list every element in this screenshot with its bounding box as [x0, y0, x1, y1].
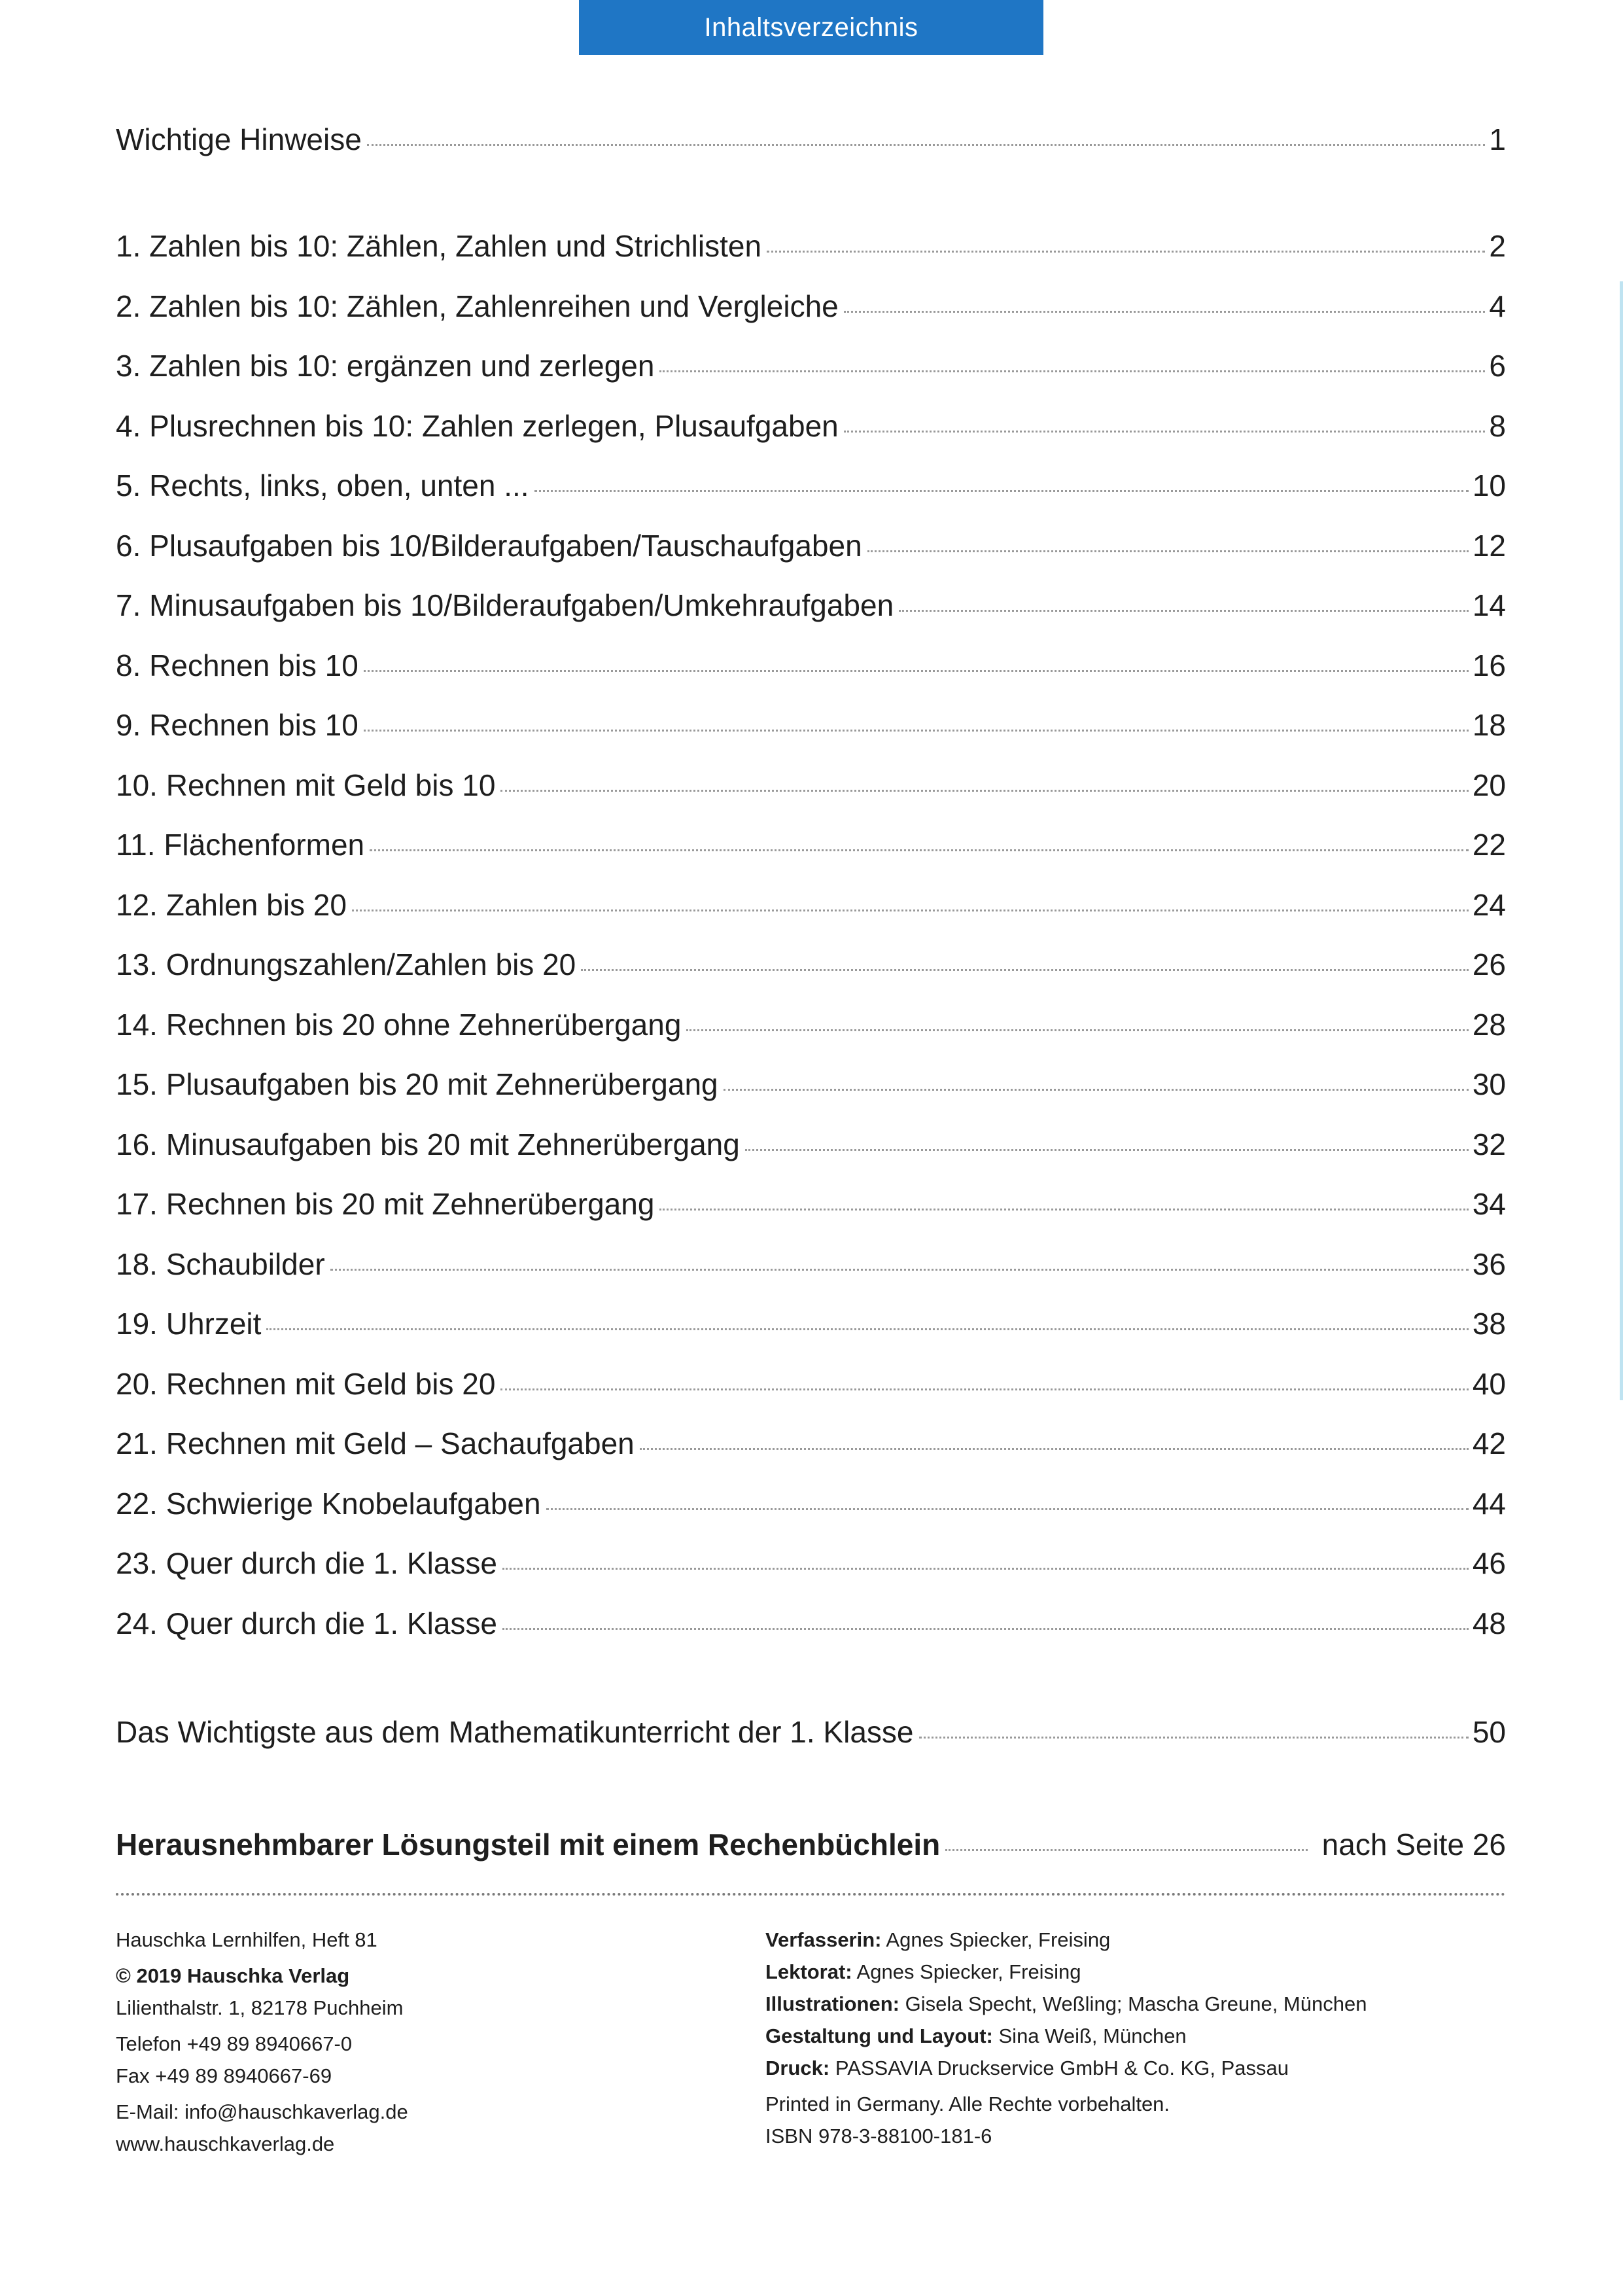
header-tab — [579, 0, 1043, 55]
dot-leader — [686, 1029, 1468, 1031]
toc-entry-title: 15. Plusaufgaben bis 20 mit Zehnerübergang — [116, 1067, 718, 1101]
dot-leader — [502, 1568, 1469, 1570]
toc-entry[interactable] — [116, 346, 1506, 385]
toc-entry-page: 36 — [1472, 1247, 1506, 1281]
toc-entry-title: 7. Minusaufgaben bis 10/Bilderaufgaben/Umkehraufgaben — [116, 588, 894, 622]
toc-entry-page: 1 — [1489, 122, 1506, 156]
author-label: Verfasserin: — [765, 1928, 882, 1951]
toc-entry[interactable] — [116, 586, 1506, 625]
website-link[interactable]: www.hauschkaverlag.de — [116, 2132, 335, 2155]
toc-entry-page: 6 — [1489, 349, 1506, 383]
toc-entry-title: 5. Rechts, links, oben, unten ... — [116, 468, 529, 503]
print-label: Druck: — [765, 2057, 830, 2079]
toc-entry-page: 4 — [1489, 289, 1506, 323]
dot-leader — [502, 1628, 1469, 1630]
toc-entry[interactable] — [116, 466, 1506, 505]
dot-leader — [546, 1508, 1469, 1510]
toc-entry-page: 50 — [1472, 1715, 1506, 1749]
toc-entry-title: Das Wichtigste aus dem Mathematikunterricht der 1. Klasse — [116, 1715, 914, 1749]
toc-entry-page: 14 — [1472, 588, 1506, 622]
toc-entry[interactable] — [116, 1245, 1506, 1284]
dot-leader — [724, 1089, 1469, 1091]
editor-value: Agnes Spiecker, Freising — [856, 1960, 1081, 1983]
rights-line: Printed in Germany. Alle Rechte vorbehalten. — [765, 2093, 1170, 2115]
isbn-line: ISBN 978-3-88100-181-6 — [765, 2125, 992, 2147]
dot-leader — [266, 1328, 1468, 1330]
toc-entry[interactable] — [116, 1005, 1506, 1044]
publisher-imprint — [116, 1924, 408, 2160]
toc-entry-title: 24. Quer durch die 1. Klasse — [116, 1606, 497, 1640]
dot-leader — [844, 431, 1486, 433]
layout-line — [765, 2020, 1367, 2052]
toc-entry[interactable] — [116, 1484, 1506, 1523]
toc-entry-page: 24 — [1472, 888, 1506, 922]
toc-entry-page: 10 — [1472, 468, 1506, 503]
dot-leader — [899, 610, 1469, 612]
toc-entry[interactable] — [116, 406, 1506, 446]
editor-line — [765, 1956, 1367, 1988]
toc-entry-title: 13. Ordnungszahlen/Zahlen bis 20 — [116, 947, 576, 981]
illustrations-line — [765, 1988, 1367, 2020]
section-divider — [116, 1893, 1506, 1896]
dot-leader — [534, 490, 1469, 492]
toc-entry-title: 19. Uhrzeit — [116, 1307, 262, 1341]
dot-leader — [945, 1849, 1307, 1851]
toc-entry-title: 10. Rechnen mit Geld bis 10 — [116, 768, 496, 802]
toc-entry-page: 8 — [1489, 409, 1506, 443]
layout-value: Sina Weiß, München — [998, 2024, 1187, 2047]
toc-entry-page: 40 — [1472, 1367, 1506, 1401]
toc-entry-title: 14. Rechnen bis 20 ohne Zehnerübergang — [116, 1008, 682, 1042]
toc-entry-page: 28 — [1472, 1008, 1506, 1042]
toc-entry-title: 21. Rechnen mit Geld – Sachaufgaben — [116, 1426, 635, 1460]
toc-entry-page: 44 — [1472, 1487, 1506, 1521]
toc-entry-title: 22. Schwierige Knobelaufgaben — [116, 1487, 541, 1521]
toc-entry-title: 23. Quer durch die 1. Klasse — [116, 1546, 497, 1580]
dot-leader — [767, 251, 1485, 253]
toc-entry[interactable] — [116, 1065, 1506, 1104]
toc-entry-title: 6. Plusaufgaben bis 10/Bilderaufgaben/Tauschaufgaben — [116, 529, 862, 563]
toc-entry-title: 16. Minusaufgaben bis 20 mit Zehnerübergang — [116, 1127, 740, 1161]
toc-entry-page: 16 — [1472, 648, 1506, 682]
toc-entry[interactable] — [116, 287, 1506, 326]
toc-entry[interactable] — [116, 766, 1506, 805]
toc-entry-title: 17. Rechnen bis 20 mit Zehnerübergang — [116, 1187, 655, 1221]
toc-intro[interactable] — [116, 120, 1506, 159]
editor-label: Lektorat: — [765, 1960, 852, 1983]
toc-entry[interactable] — [116, 226, 1506, 266]
dot-leader — [640, 1448, 1469, 1450]
toc-entry[interactable] — [116, 885, 1506, 925]
toc-entry[interactable] — [116, 1604, 1506, 1643]
toc-entry-page: 20 — [1472, 768, 1506, 802]
author-line — [765, 1924, 1367, 1956]
page-title: Inhaltsverzeichnis — [704, 12, 918, 42]
toc-entry-page: 22 — [1472, 828, 1506, 862]
toc-entry-page: 34 — [1472, 1187, 1506, 1221]
toc-entry-title: 12. Zahlen bis 20 — [116, 888, 347, 922]
toc-entry[interactable] — [116, 705, 1506, 745]
print-line — [765, 2052, 1367, 2084]
toc-entry-page: 18 — [1472, 708, 1506, 742]
toc-entry-title: 3. Zahlen bis 10: ergänzen und zerlegen — [116, 349, 655, 383]
toc-entry[interactable] — [116, 1304, 1506, 1343]
dot-leader — [867, 550, 1469, 552]
toc-entry[interactable] — [116, 1424, 1506, 1463]
toc-entry-page: nach Seite 26 — [1321, 1828, 1506, 1862]
toc-entry-title: 2. Zahlen bis 10: Zählen, Zahlenreihen und Vergleiche — [116, 289, 839, 323]
toc-entry[interactable] — [116, 1364, 1506, 1404]
credits-block — [765, 1924, 1367, 2152]
toc-entry[interactable] — [116, 646, 1506, 685]
toc-entry[interactable] — [116, 1125, 1506, 1164]
toc-entry-title: 11. Flächenformen — [116, 828, 365, 862]
toc-entry-title: 9. Rechnen bis 10 — [116, 708, 358, 742]
toc-entry-title: 20. Rechnen mit Geld bis 20 — [116, 1367, 496, 1401]
phone-line: Telefon +49 89 8940667-0 — [116, 2032, 353, 2055]
print-value: PASSAVIA Druckservice GmbH & Co. KG, Passau — [835, 2057, 1289, 2079]
toc-entry-page: 42 — [1472, 1426, 1506, 1460]
author-value: Agnes Spiecker, Freising — [886, 1928, 1111, 1951]
toc-summary[interactable] — [116, 1712, 1506, 1752]
dot-leader — [352, 910, 1469, 911]
toc-entry-page: 38 — [1472, 1307, 1506, 1341]
dot-leader — [919, 1737, 1469, 1739]
toc-entry[interactable] — [116, 526, 1506, 565]
toc-entry[interactable] — [116, 825, 1506, 864]
illustrations-label: Illustrationen: — [765, 1992, 899, 2015]
toc-entry-title: Herausnehmbarer Lösungsteil mit einem Rechenbüchlein — [116, 1828, 941, 1862]
toc-entry[interactable] — [116, 1544, 1506, 1583]
illustrations-value: Gisela Specht, Weßling; Mascha Greune, München — [905, 1992, 1367, 2015]
page-edge-line — [1620, 281, 1623, 1400]
toc-entry-page: 30 — [1472, 1067, 1506, 1101]
toc-entry-page: 32 — [1472, 1127, 1506, 1161]
email-link[interactable]: E-Mail: info@hauschkaverlag.de — [116, 2100, 408, 2123]
address-line: Lilienthalstr. 1, 82178 Puchheim — [116, 1996, 404, 2019]
toc-entry-title: 4. Plusrechnen bis 10: Zahlen zerlegen, Plusaufgaben — [116, 409, 839, 443]
dot-leader — [367, 144, 1486, 146]
toc-entry-page: 46 — [1472, 1546, 1506, 1580]
toc-entry[interactable] — [116, 945, 1506, 984]
dot-leader — [364, 670, 1469, 672]
toc-solutions[interactable] — [116, 1825, 1506, 1864]
toc-entry-page: 26 — [1472, 947, 1506, 981]
toc-entry[interactable] — [116, 1184, 1506, 1224]
toc-entry-title: Wichtige Hinweise — [116, 122, 362, 156]
dot-leader — [370, 849, 1469, 851]
toc-entry-page: 2 — [1489, 229, 1506, 263]
dot-leader — [500, 790, 1468, 792]
dot-leader — [659, 1209, 1468, 1210]
dot-leader — [745, 1149, 1469, 1151]
toc-entry-page: 12 — [1472, 529, 1506, 563]
toc-entry-page: 48 — [1472, 1606, 1506, 1640]
copyright-line: © 2019 Hauschka Verlag — [116, 1964, 350, 1987]
dot-leader — [500, 1388, 1468, 1390]
toc-entry-title: 1. Zahlen bis 10: Zählen, Zahlen und Strichlisten — [116, 229, 762, 263]
series-line: Hauschka Lernhilfen, Heft 81 — [116, 1928, 377, 1951]
fax-line: Fax +49 89 8940667-69 — [116, 2064, 332, 2087]
toc-entry-title: 18. Schaubilder — [116, 1247, 325, 1281]
dot-leader — [364, 730, 1469, 732]
dot-leader — [844, 311, 1486, 313]
dot-leader — [581, 969, 1469, 971]
toc-entry-title: 8. Rechnen bis 10 — [116, 648, 358, 682]
dot-leader — [330, 1269, 1469, 1271]
layout-label: Gestaltung und Layout: — [765, 2024, 993, 2047]
dot-leader — [659, 370, 1485, 372]
